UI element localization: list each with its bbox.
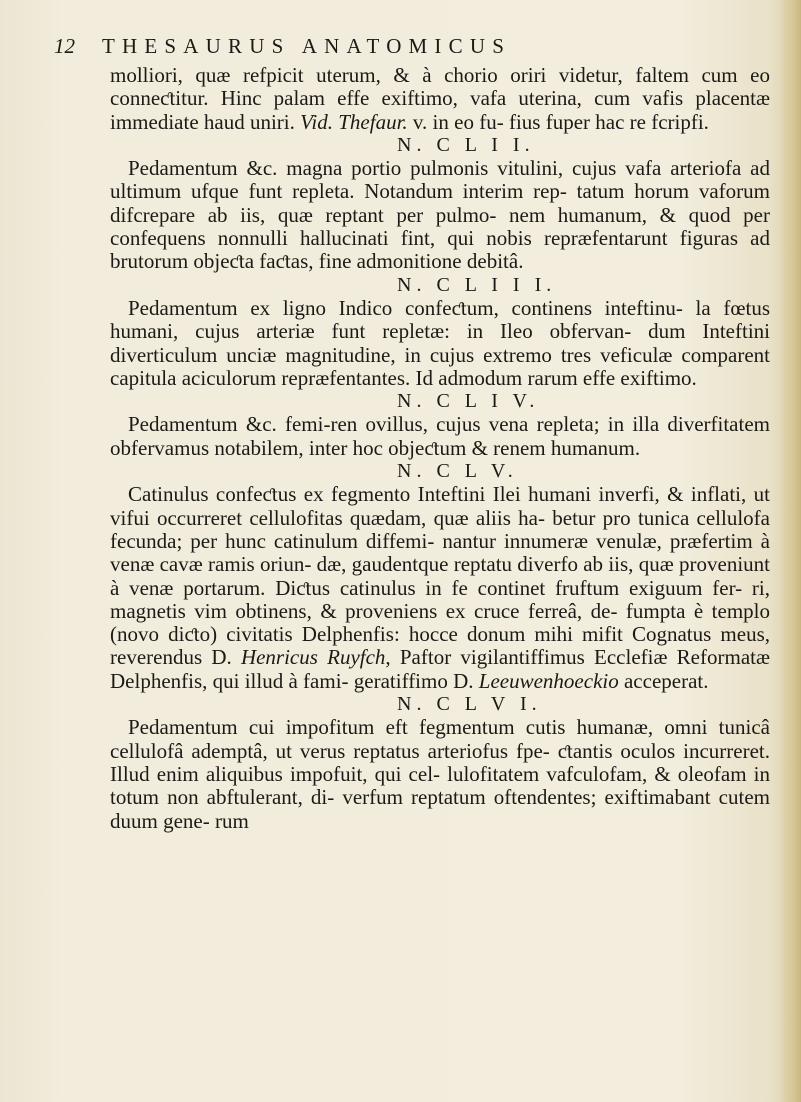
section-body-cliv: Pedamentum &c. femi-ren ovillus, cujus vena repleta; in illa diverfitatem obfervamus notabilem, inter hoc objeƈtum & renem humanum. xyxy=(110,412,770,460)
intro-reference: Vid. Thefaur. xyxy=(300,109,408,134)
page-number: 12 xyxy=(54,34,75,58)
section-body-cliii: Pedamentum ex ligno Indico confeƈtum, continens inteftinu- la fœtus humani, cujus arteriæ funt repletæ: in Ileo obfervan- dum Inteftini diverticulum unciæ magnitudine, in cujus extremo tres veficulæ comparent capitula aciculorum repræfentantes. Id admodum rarum effe exiftimo. xyxy=(110,295,770,390)
page-header xyxy=(54,34,774,64)
section-heading-clii: N. C L I I. xyxy=(397,133,535,156)
clv-text-after: acceperat. xyxy=(618,668,709,693)
section-body-clii: Pedamentum &c. magna portio pulmonis vitulini, cujus vafa arteriofa ad ultimum ufque funt repleta. Notandum interim rep- tatum horum vaforum difcrepare ab iis, quæ reptant per pulmo- nem humanum, & quod per confequens nonnulli hallucinati fint, qui nobis repræfentarunt figuras ad brutorum objeƈta faƈtas, fine admonitione debitâ. xyxy=(110,156,770,274)
section-body-clvi: Pedamentum cui impofitum eft fegmentum cutis humanæ, omni tunicâ cellulofâ ademptâ, ut verus reptatus arteriofus fpe- ƈtantis oculos incurreret. Illud enim aliquibus impofuit, qui cel- lulofitatem vafculofam, & oleofam in totum non abftulerant, di- verfum reptatum oftendentes; exiftimabant cutem duum gene- rum xyxy=(110,715,770,833)
section-heading-cliii: N. C L I I I. xyxy=(397,273,557,296)
section-heading-clv: N. C L V. xyxy=(397,460,518,483)
intro-reference-rest: v. in eo fu- fius fuper hac re fcripfi. xyxy=(407,109,709,134)
section-body-clv xyxy=(110,483,770,693)
page-edge-shadow xyxy=(779,0,801,1102)
clv-name-leeuwenhoeck: Leeuwenhoeckio xyxy=(478,668,619,693)
section-heading-clvi: N. C L V I. xyxy=(397,693,542,716)
intro-paragraph xyxy=(110,64,770,134)
running-title: THESAURUS ANATOMICUS xyxy=(102,34,512,58)
clv-text-middle: , Paftor vigilantiffimus Ecclefiæ Reformatæ Delphenfis, qui illud à fami- geratiffimo D. xyxy=(110,645,770,693)
main-text xyxy=(110,64,770,833)
intro-text: molliori, quæ refpicit uterum, & à chorio oriri videtur, faltem cum eo conneƈtitur. Hinc palam effe exiftimo, vafa uterina, cum vafis placentæ immediate haud uniri. xyxy=(110,63,770,134)
clv-text-before: Catinulus confeƈtus ex fegmento Inteftini Ilei humani inverfi, & inflati, ut vifui occurreret cellulofitas quædam, quæ aliis ha- betur pro tunica cellulofa fecunda; per hunc catinulum diffemi- nantur innumeræ venulæ, præfertim à venæ cavæ ramis oriun- dæ, gaudentque reptatu diverfo ab iis, quæ proveniunt à venæ portarum. Diƈtus catinulus in fe continet fruftum exiguum fer- ri, magnetis vim obtinens, & proveniens ex cruce ferreâ, de- fumpta è templo (novo diƈto) civitatis Delphenfis: hocce donum mihi mifit Cognatus meus, reverendus D. xyxy=(110,482,770,670)
clv-name-ruyfch: Henricus Ruyfch xyxy=(240,645,386,670)
section-heading-cliv: N. C L I V. xyxy=(397,390,540,413)
